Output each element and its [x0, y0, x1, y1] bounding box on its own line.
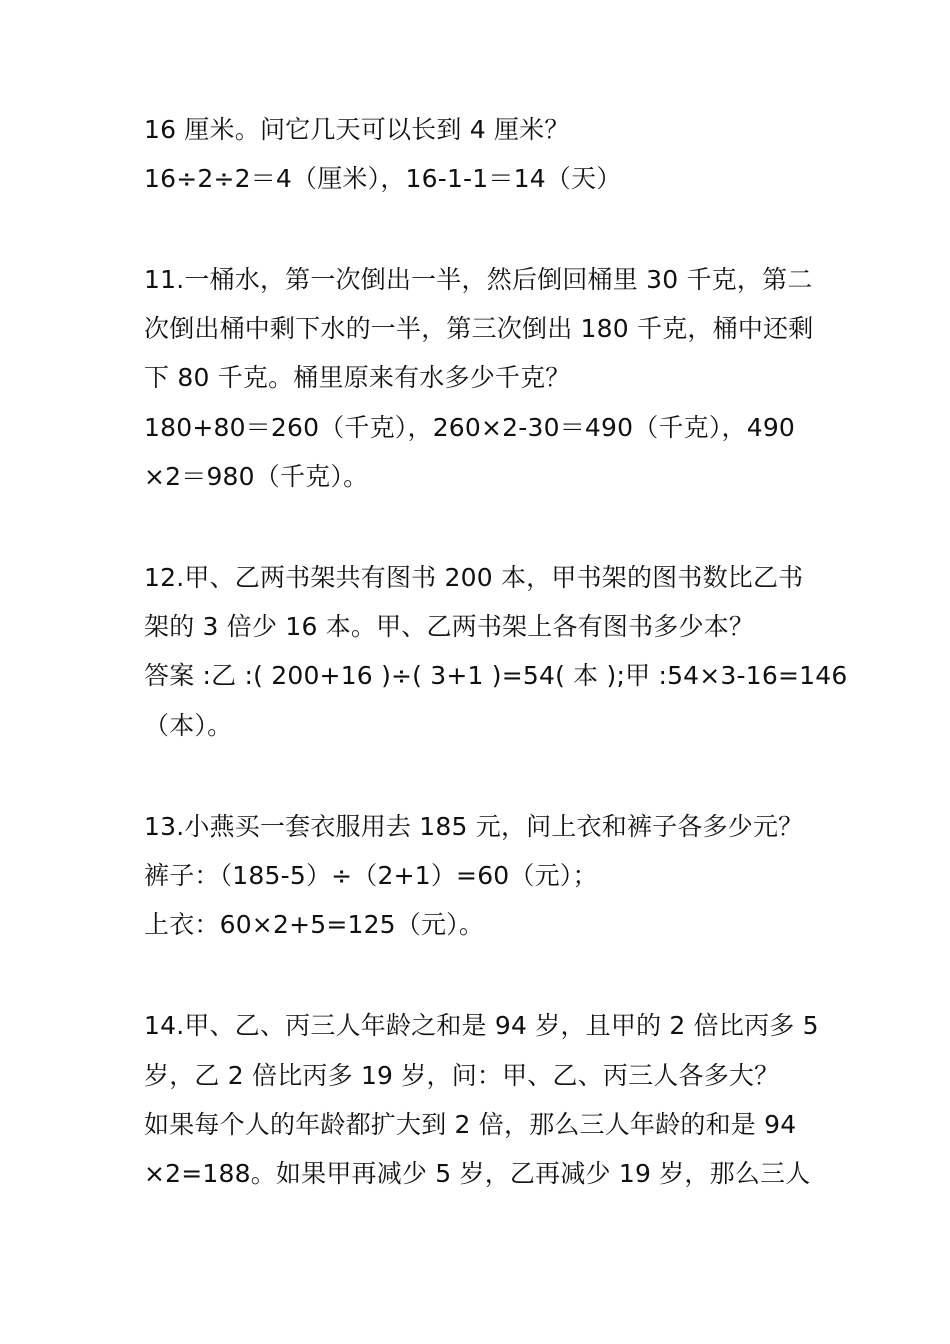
problem-12-line: 12.甲、乙两书架共有图书 200 本，甲书架的图书数比乙书: [144, 563, 804, 592]
problem-12-line: 架的 3 倍少 16 本。甲、乙两书架上各有图书多少本？: [144, 612, 755, 641]
problem-11-line: 次倒出桶中剩下水的一半，第三次倒出 180 千克，桶中还剩: [144, 314, 814, 343]
answer-13-line: 上衣：60×2+5=125（元）。: [144, 910, 485, 939]
answer-14-line: 如果每个人的年龄都扩大到 2 倍，那么三人年龄的和是 94: [144, 1110, 797, 1139]
answer-13-line: 裤子：（185-5）÷（2+1）=60（元）；: [144, 861, 598, 890]
problem-14-line: 岁，乙 2 倍比丙多 19 岁，问：甲、乙、丙三人各多大？: [144, 1061, 780, 1090]
problem-11-line: 11.一桶水，第一次倒出一半，然后倒回桶里 30 千克，第二: [144, 265, 813, 294]
problem-11-line: 下 80 千克。桶里原来有水多少千克？: [144, 363, 571, 392]
answer-11-line: ×2＝980（千克）。: [144, 462, 369, 491]
text-line: 16 厘米。问它几天可以长到 4 厘米？: [144, 115, 570, 144]
answer-12-line: 答案 :乙 :( 200+16 )÷( 3+1 )=54( 本 );甲 :54×3-16=146: [144, 661, 848, 690]
problem-13-line: 13.小燕买一套衣服用去 185 元，问上衣和裤子各多少元？: [144, 812, 804, 841]
problem-14-line: 14.甲、乙、丙三人年龄之和是 94 岁，且甲的 2 倍比丙多 5: [144, 1011, 819, 1040]
answer-14-line: ×2=188。如果甲再减少 5 岁，乙再减少 19 岁，那么三人: [144, 1159, 811, 1188]
answer-11-line: 180+80＝260（千克），260×2-30＝490（千克），490: [144, 413, 796, 442]
answer-12-line: （本）。: [144, 711, 233, 740]
text-line: 16÷2÷2＝4（厘米），16-1-1＝14（天）: [144, 164, 622, 193]
